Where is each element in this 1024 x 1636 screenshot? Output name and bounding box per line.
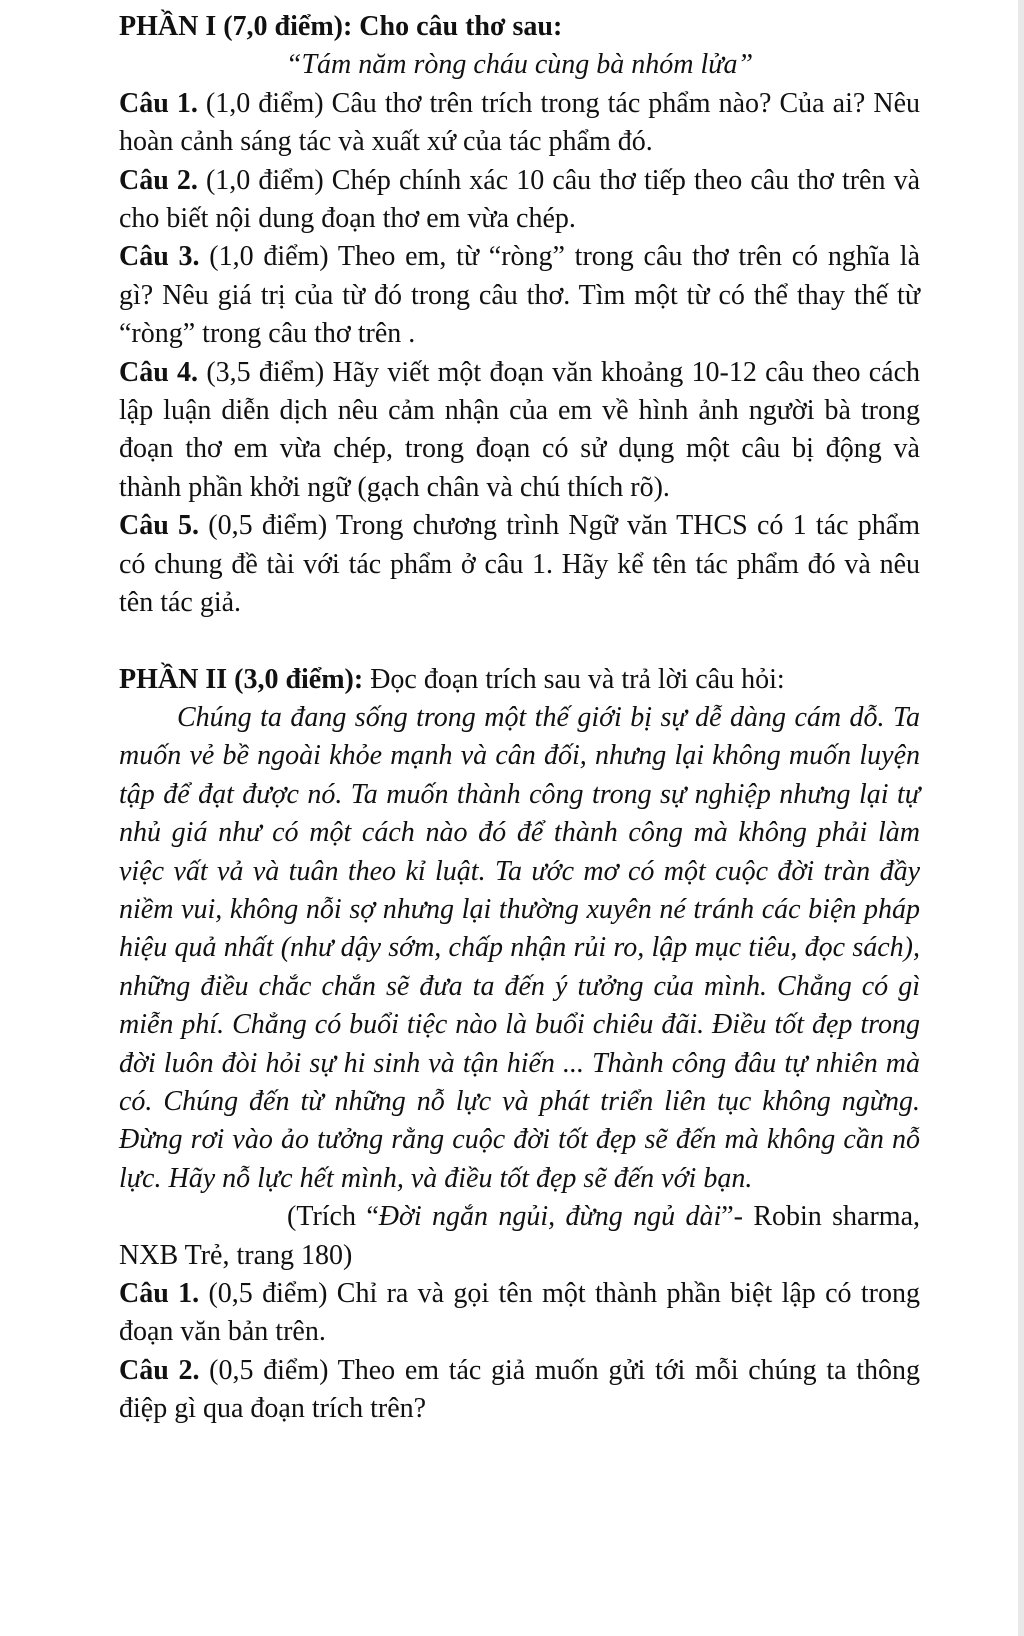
part1-question-4 [119, 354, 920, 508]
question-label: Câu 5. [119, 510, 200, 542]
question-label: Câu 2. [119, 164, 198, 196]
part2-heading-rest: Đọc đoạn trích sau và trả lời câu hỏi: [363, 663, 785, 695]
question-text: (3,5 điểm) Hãy viết một đoạn văn khoảng 10-12 câu theo cách lập luận diễn dịch nêu cảm nhận của em về hình ảnh người bà trong đoạn thơ em vừa chép, trong đoạn có sử dụng một câu bị động và thành phần khởi ngữ (gạch chân và chú thích rõ). [119, 356, 921, 503]
part1-heading-line [119, 8, 920, 46]
citation-close: ”- Robin sharma, NXB Trẻ, trang 180) [119, 1201, 920, 1271]
page-edge-shadow [1018, 0, 1024, 1636]
question-label: Câu 1. [119, 87, 198, 119]
citation-open: (Trích “ [287, 1201, 379, 1233]
question-text: (1,0 điểm) Theo em, từ “ròng” trong câu thơ trên có nghĩa là gì? Nêu giá trị của từ đó trong câu thơ. Tìm một từ có thể thay thế từ “ròng” trong câu thơ trên . [119, 241, 920, 350]
question-text: (0,5 điểm) Trong chương trình Ngữ văn THCS có 1 tác phẩm có chung đề tài với tác phẩm ở câu 1. Hãy kể tên tác phẩm đó và nêu tên tác giả. [119, 510, 921, 619]
part1-question-3 [119, 238, 920, 353]
citation-title: Đời ngắn ngủi, đừng ngủ dài [378, 1201, 722, 1233]
question-label: Câu 3. [119, 241, 200, 273]
part2-question-2 [119, 1352, 920, 1429]
question-text: (0,5 điểm) Chỉ ra và gọi tên một thành phần biệt lập có trong đoạn văn bản trên. [119, 1278, 920, 1348]
part1-question-5 [119, 507, 920, 622]
part2-question-1 [119, 1275, 920, 1352]
part1-question-2 [119, 162, 920, 239]
question-label: Câu 1. [119, 1278, 200, 1309]
part1-question-1 [119, 85, 920, 162]
part1-heading-rest: Cho câu thơ sau: [352, 11, 563, 42]
question-text: (1,0 điểm) Chép chính xác 10 câu thơ tiếp theo câu thơ trên và cho biết nội dung đoạn thơ em vừa chép. [119, 164, 920, 235]
section-spacer [119, 623, 920, 661]
part2-heading-line [119, 661, 920, 699]
question-text: (0,5 điểm) Theo em tác giả muốn gửi tới mỗi chúng ta thông điệp gì qua đoạn trích trên? [119, 1354, 920, 1425]
question-label: Câu 4. [119, 356, 199, 388]
poem-line: “Tám năm ròng cháu cùng bà nhóm lửa” [285, 49, 754, 81]
excerpt-citation [119, 1198, 920, 1275]
part1-heading: PHẦN I (7,0 điểm): [119, 11, 353, 42]
question-label: Câu 2. [119, 1354, 200, 1386]
part2-heading: PHẦN II (3,0 điểm): [119, 663, 364, 695]
question-text: (1,0 điểm) Câu thơ trên trích trong tác phẩm nào? Của ai? Nêu hoàn cảnh sáng tác và xuất xứ của tác phẩm đó. [119, 87, 920, 158]
excerpt-paragraph: Chúng ta đang sống trong một thế giới bị sự dễ dàng cám dỗ. Ta muốn vẻ bề ngoài khỏe mạnh và cân đối, nhưng lại không muốn luyện tập để đạt được nó. Ta muốn thành công trong sự nghiệp nhưng lại tự nhủ giá như có một cách nào đó để thành công mà không phải làm việc vất vả và tuân theo kỉ luật. Ta ước mơ có một cuộc đời tràn đầy niềm vui, không nỗi sợ nhưng lại thường xuyên né tránh các biện pháp hiệu quả nhất (như dậy sớm, chấp nhận rủi ro, lập mục tiêu, đọc sách), những điều chắc chắn sẽ đưa ta đến ý tưởng của mình. Chẳng có gì miễn phí. Chẳng có buổi tiệc nào là buổi chiêu đãi. Điều tốt đẹp trong đời luôn đòi hỏi sự hi sinh và tận hiến ... Thành công đâu tự nhiên mà có. Chúng đến từ những nỗ lực và phát triển liên tục không ngừng. Đừng rơi vào ảo tưởng rằng cuộc đời tốt đẹp sẽ đến mà không cần nỗ lực. Hãy nỗ lực hết mình, và điều tốt đẹp sẽ đến với bạn. [119, 701, 920, 1194]
